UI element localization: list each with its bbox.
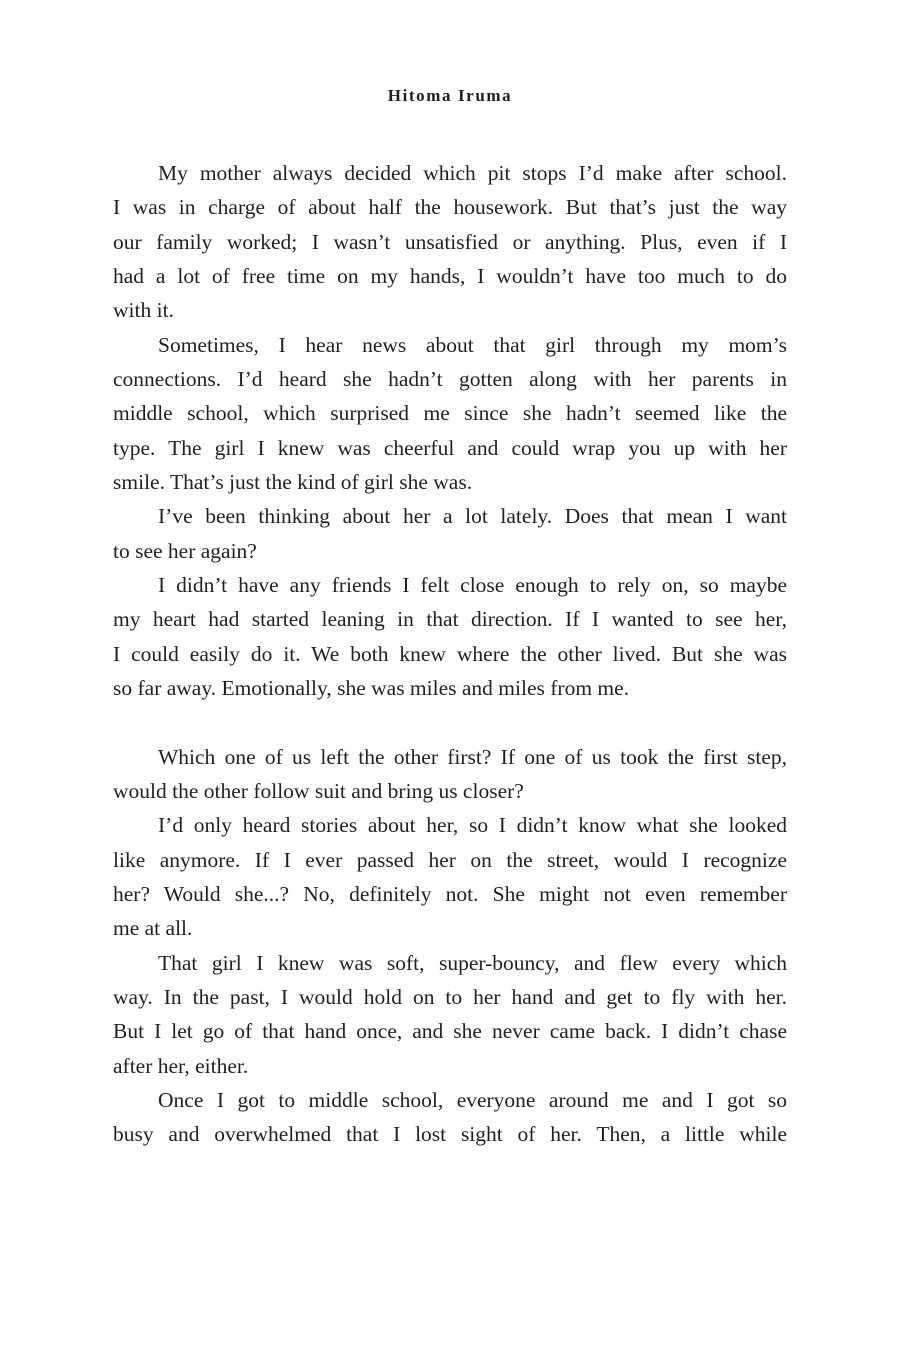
paragraph [113,499,787,568]
text-line: connections. I’d heard she hadn’t gotten along with her parents in [113,366,787,391]
paragraph [113,808,787,945]
text-line: type. The girl I knew was cheerful and could wrap you up with her [113,435,787,460]
text-line: But I let go of that hand once, and she never came back. I didn’t chase [113,1019,787,1044]
paragraph [113,328,787,500]
text-line: so far away. Emotionally, she was miles and miles from me. [113,675,630,700]
text-line: had a lot of free time on my hands, I wouldn’t have too much to do [113,263,787,288]
text-line: smile. That’s just the kind of girl she was. [113,469,473,494]
text-line: My mother always decided which pit stops I’d make after school. [158,161,787,185]
text-line: our family worked; I wasn’t unsatisfied or anything. Plus, even if I [113,229,787,254]
text-line: her? Would she...? No, definitely not. She might not even remember [113,881,787,906]
text-line: way. In the past, I would hold on to her hand and get to fly with her. [113,984,787,1009]
text-line: like anymore. If I ever passed her on the street, would I recognize [113,847,787,872]
text-line: I’d only heard stories about her, so I didn’t know what she looked [158,813,787,838]
text-line: to see her again? [113,538,257,563]
text-line: I’ve been thinking about her a lot lately. Does that mean I want [158,504,787,529]
text-line: with it. [113,298,174,323]
text-line: after her, either. [113,1053,249,1078]
text-line: Which one of us left the other first? If one of us took the first step, [158,744,787,769]
text-line: middle school, which surprised me since she hadn’t seemed like the [113,401,787,426]
text-line: my heart had started leaning in that direction. If I wanted to see her, [113,607,787,632]
text-line: That girl I knew was soft, super-bouncy, and flew every which [158,950,787,975]
text-line: I was in charge of about half the housework. But that’s just the way [113,195,787,220]
text-line: Sometimes, I hear news about that girl through my mom’s [158,332,787,357]
text-line: I could easily do it. We both knew where the other lived. But she was [113,641,787,666]
text-line: would the other follow suit and bring us closer? [113,778,524,803]
text-line: me at all. [113,916,193,941]
text-line: I didn’t have any friends I felt close enough to rely on, so maybe [158,572,787,597]
section-break [113,705,787,739]
body-text [113,156,787,1152]
paragraph [113,568,787,705]
paragraph [113,156,787,328]
text-line: busy and overwhelmed that I lost sight of her. Then, a little while [113,1122,787,1147]
paragraph [113,740,787,809]
paragraph [113,946,787,1083]
paragraph [113,1083,787,1152]
text-line: Once I got to middle school, everyone around me and I got so [158,1087,787,1112]
running-head: Hitoma Iruma [387,86,513,105]
